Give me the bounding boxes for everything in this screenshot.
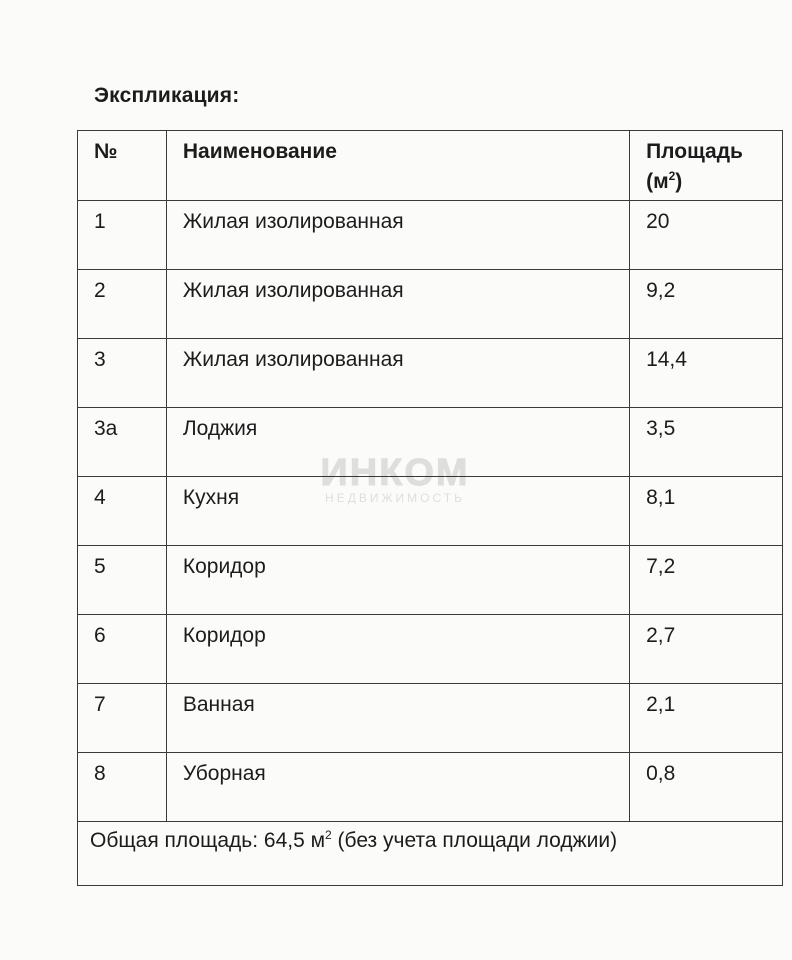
header-area-unit-sup: 2 [668,169,676,183]
row-name: Ванная [166,684,629,753]
row-name: Жилая изолированная [166,201,629,270]
watermark-brand: ИНКОМ [320,452,470,494]
header-area [630,131,783,201]
row-name: Уборная [166,753,629,822]
table-row [78,615,783,684]
total-area-text: Общая площадь: 64,5 м [90,829,326,852]
table-row [78,684,783,753]
table-row [78,408,783,477]
row-area: 3,5 [630,408,783,477]
header-area-unit-open: (м [646,170,669,193]
explication-table [77,130,783,886]
row-area: 2,7 [630,615,783,684]
page-title: Экспликация: [94,84,240,107]
table-row [78,339,783,408]
total-area-note: (без учета площади лоджии) [331,829,618,852]
row-number: 3 [78,339,167,408]
table-header-row [78,131,783,201]
row-name: Жилая изолированная [166,270,629,339]
row-name: Коридор [166,546,629,615]
row-area: 20 [630,201,783,270]
header-area-label: Площадь [646,140,743,163]
header-number: № [78,131,167,201]
total-area-sup: 2 [325,828,332,842]
row-area: 9,2 [630,270,783,339]
row-area: 8,1 [630,477,783,546]
table-row [78,270,783,339]
row-number: 7 [78,684,167,753]
row-area: 0,8 [630,753,783,822]
table-row [78,546,783,615]
table-row [78,753,783,822]
row-number: 5 [78,546,167,615]
row-name: Кухня [166,477,629,546]
row-name: Лоджия [166,408,629,477]
header-name: Наименование [166,131,629,201]
row-area: 7,2 [630,546,783,615]
row-number: 1 [78,201,167,270]
row-name: Жилая изолированная [166,339,629,408]
row-number: 3а [78,408,167,477]
row-number: 6 [78,615,167,684]
header-area-unit-close: ) [675,170,683,193]
row-number: 8 [78,753,167,822]
watermark-sub: НЕДВИЖИМОСТЬ [325,491,465,505]
table-row [78,477,783,546]
row-area: 14,4 [630,339,783,408]
row-area: 2,1 [630,684,783,753]
row-number: 2 [78,270,167,339]
total-area [78,822,783,886]
table-footer-row [78,822,783,886]
row-number: 4 [78,477,167,546]
row-name: Коридор [166,615,629,684]
table-row [78,201,783,270]
